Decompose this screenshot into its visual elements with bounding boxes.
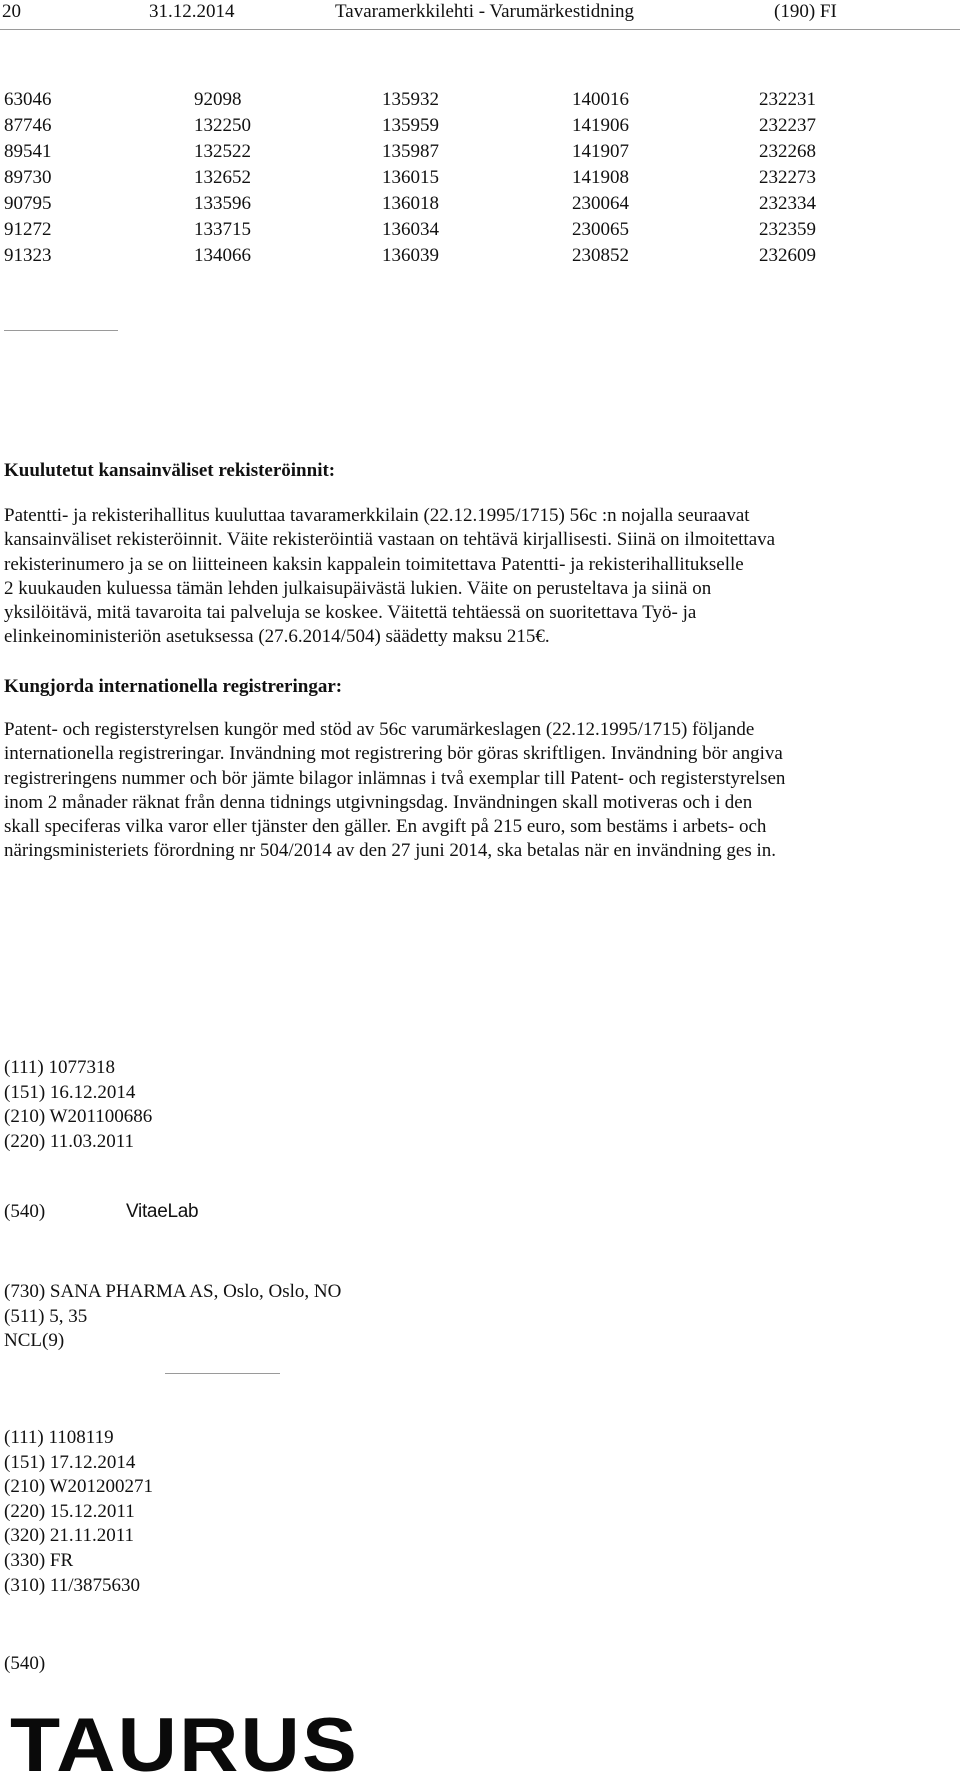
notice-line: inom 2 månader räknat från denna tidnings utgivningsdag. Invändningen skall motiveras och i den xyxy=(4,791,753,813)
registration-number: 63046 xyxy=(4,89,52,110)
entry1-fields xyxy=(4,1056,152,1154)
finnish-notice xyxy=(4,504,949,650)
notice-line: kansainväliset rekisteröinnit. Väite rekisteröintiä vastaan on tehtävä kirjallisesti. Siinä on ilmoitettava xyxy=(4,529,776,551)
swedish-heading: Kungjorda internationella registreringar: xyxy=(4,676,343,697)
registration-number: 141907 xyxy=(572,141,629,162)
registration-number: 92098 xyxy=(194,89,242,110)
entry-divider xyxy=(165,1373,280,1374)
registration-number: 89730 xyxy=(4,167,52,188)
field-540-code: (540) xyxy=(4,1653,46,1674)
notice-line: skall speciferas vilka varor eller tjänster den gäller. En avgift på 215 euro, som bestäms i arbets- och xyxy=(4,816,767,838)
section-divider xyxy=(4,330,118,331)
registration-number: 87746 xyxy=(4,115,52,136)
issue-code: (190) FI xyxy=(774,1,837,22)
field-210: (210) W201100686 xyxy=(4,1106,153,1128)
registration-number: 232268 xyxy=(759,141,816,162)
registration-number: 90795 xyxy=(4,193,52,214)
table-row xyxy=(4,192,864,218)
entry1-owner-fields xyxy=(4,1280,341,1354)
registration-number: 133715 xyxy=(194,219,251,240)
registration-number: 91323 xyxy=(4,245,52,266)
registration-number: 232359 xyxy=(759,219,816,240)
table-row xyxy=(4,114,864,140)
registration-number: 232334 xyxy=(759,193,816,214)
registration-number: 135959 xyxy=(382,115,439,136)
field-540-code: (540) xyxy=(4,1201,46,1222)
registration-number: 136034 xyxy=(382,219,439,240)
registration-number: 230064 xyxy=(572,193,629,214)
entry2-mark-field xyxy=(4,1652,45,1676)
field-151: (151) 17.12.2014 xyxy=(4,1451,136,1473)
swedish-notice xyxy=(4,718,949,864)
registration-number: 133596 xyxy=(194,193,251,214)
taurus-logo-mark: TAURUS xyxy=(10,1703,359,1788)
notice-line: internationella registreringar. Invändning mot registrering bör göras skriftligen. Invändning bör angiva xyxy=(4,743,783,765)
entry1-mark-field xyxy=(4,1200,404,1226)
field-310: (310) 11/3875630 xyxy=(4,1574,140,1596)
registration-number: 230852 xyxy=(572,245,629,266)
registration-number: 136015 xyxy=(382,167,439,188)
table-row xyxy=(4,244,864,270)
registration-number: 232609 xyxy=(759,245,816,266)
table-row xyxy=(4,140,864,166)
table-row xyxy=(4,166,864,192)
field-730: (730) SANA PHARMA AS, Oslo, Oslo, NO xyxy=(4,1281,342,1302)
entry2-fields xyxy=(4,1426,153,1598)
field-111: (111) 1077318 xyxy=(4,1057,115,1078)
registration-number: 132522 xyxy=(194,141,251,162)
registration-number: 135932 xyxy=(382,89,439,110)
registration-number: 91272 xyxy=(4,219,52,240)
registration-number: 232231 xyxy=(759,89,816,110)
notice-line: rekisterinumero ja se on liitteineen kaksin kappalein toimitettava Patentti- ja rekisterihallitukselle xyxy=(4,553,744,575)
registration-number: 140016 xyxy=(572,89,629,110)
registration-number: 230065 xyxy=(572,219,629,240)
field-330: (330) FR xyxy=(4,1549,74,1571)
mark-wordmark: VitaeLab xyxy=(126,1201,199,1222)
registration-number: 132652 xyxy=(194,167,251,188)
notice-line: elinkeinoministeriön asetuksessa (27.6.2014/504) säädetty maksu 215€. xyxy=(4,626,550,648)
issue-date: 31.12.2014 xyxy=(149,1,235,22)
notice-line: Patentti- ja rekisterihallitus kuuluttaa tavaramerkkilain (22.12.1995/1715) 56c :n nojalla seuraavat xyxy=(4,505,750,526)
field-220: (220) 11.03.2011 xyxy=(4,1130,134,1152)
header-divider xyxy=(0,29,960,30)
notice-line: Patent- och registerstyrelsen kungör med stöd av 56c varumärkeslagen (22.12.1995/1715) följande xyxy=(4,719,755,740)
registration-number: 89541 xyxy=(4,141,52,162)
registration-number: 134066 xyxy=(194,245,251,266)
registration-number: 135987 xyxy=(382,141,439,162)
notice-line: 2 kuukauden kuluessa tämän lehden julkaisupäivästä lukien. Väite on perusteltava ja siinä on xyxy=(4,577,712,599)
field-511: (511) 5, 35 xyxy=(4,1305,88,1327)
page-header xyxy=(2,0,952,26)
publication-title: Tavaramerkkilehti - Varumärkestidning xyxy=(335,1,635,22)
notice-line: yksilöitävä, mitä tavaroita tai palveluja se koskee. Väitettä tehtäessä on suoritettava Työ- ja xyxy=(4,602,697,624)
registration-number: 136039 xyxy=(382,245,439,266)
finnish-heading: Kuulutetut kansainväliset rekisteröinnit: xyxy=(4,460,336,481)
registration-number: 232237 xyxy=(759,115,816,136)
field-320: (320) 21.11.2011 xyxy=(4,1525,134,1547)
field-ncl: NCL(9) xyxy=(4,1330,65,1352)
field-210: (210) W201200271 xyxy=(4,1476,153,1498)
notice-line: näringsministeriets förordning nr 504/2014 av den 27 juni 2014, ska betalas när en invändning ges in. xyxy=(4,840,776,862)
page-number: 20 xyxy=(2,1,21,22)
field-151: (151) 16.12.2014 xyxy=(4,1081,136,1103)
table-row xyxy=(4,218,864,244)
registration-number: 136018 xyxy=(382,193,439,214)
field-220: (220) 15.12.2011 xyxy=(4,1500,135,1522)
registration-number: 141908 xyxy=(572,167,629,188)
table-row xyxy=(4,88,864,114)
notice-line: registreringens nummer och bör jämte bilagor inlämnas i två exemplar till Patent- och registerstyrelsen xyxy=(4,767,786,789)
registration-number: 141906 xyxy=(572,115,629,136)
field-111: (111) 1108119 xyxy=(4,1427,114,1448)
registration-number: 132250 xyxy=(194,115,251,136)
registration-number: 232273 xyxy=(759,167,816,188)
